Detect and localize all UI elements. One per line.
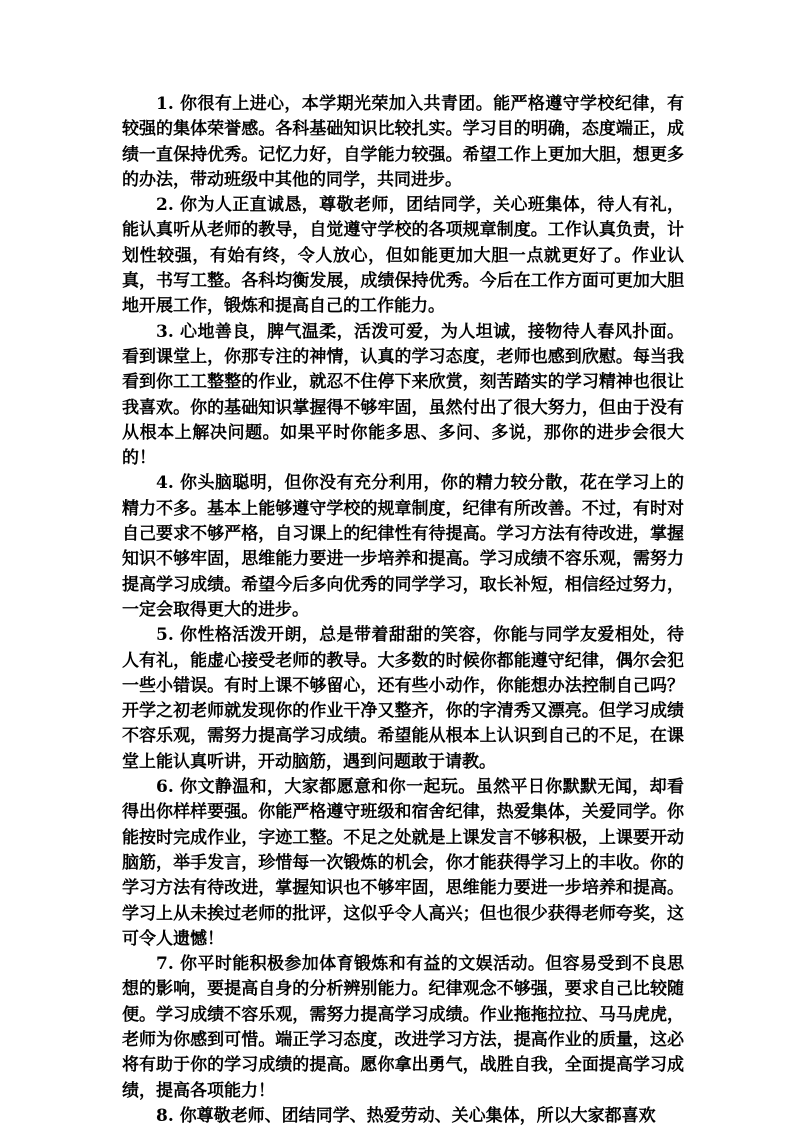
comment-paragraph-5: 5. 你性格活泼开朗，总是带着甜甜的笑容，你能与同学友爱相处，待人有礼，能虚心接受老师的教导。大多数的时候你都能遵守纪律，偶尔会犯一些小错误。有时上课不够留心，还有些小动作，你能想办法控制自己吗？开学之初老师就发现你的作业干净又整齐，你的字清秀又漂亮。但学习成绩不容乐观，需努力提高学习成绩。希望能从根本上认识到自己的不足，在课堂上能认真听讲，开动脑筋，遇到问题敢于请教。 xyxy=(122,625,684,772)
comment-paragraph-7: 7. 你平时能积极参加体育锻炼和有益的文娱活动。但容易受到不良思想的影响，要提高自身的分析辨别能力。纪律观念不够强，要求自己比较随便。学习成绩不容乐观，需努力提高学习成绩。作业拖拖拉拉、马马虎虎，老师为你感到可惜。端正学习态度，改进学习方法，提高作业的质量，这必将有助于你的学习成绩的提高。愿你拿出勇气，战胜自我，全面提高学习成绩，提高各项能力！ xyxy=(122,954,684,1101)
comment-paragraph-1: 1. 你很有上进心，本学期光荣加入共青团。能严格遵守学校纪律，有较强的集体荣誉感。各科基础知识比较扎实。学习目的明确，态度端正，成绩一直保持优秀。记忆力好，自学能力较强。希望工作上更加大胆，想更多的办法，带动班级中其他的同学，共同进步。 xyxy=(122,94,684,190)
comment-paragraph-3: 3. 心地善良，脾气温柔，活泼可爱，为人坦诚，接物待人春风扑面。看到课堂上，你那专注的神情，认真的学习态度，老师也感到欣慰。每当我看到你工工整整的作业，就忍不住停下来欣赏，刻苦踏实的学习精神也很让我喜欢。你的基础知识掌握得不够牢固，虽然付出了很大努力，但由于没有从根本上解决问题。如果平时你能多思、多问、多说，那你的进步会很大的！ xyxy=(122,321,684,469)
comment-paragraph-4: 4. 你头脑聪明，但你没有充分利用，你的精力较分散，花在学习上的精力不多。基本上能够遵守学校的规章制度，纪律有所改善。不过，有时对自己要求不够严格，自习课上的纪律性有待提高。学习方法有待改进，掌握知识不够牢固，思维能力要进一步培养和提高。学习成绩不容乐观，需努力提高学习成绩。希望今后多向优秀的同学学习，取长补短，相信经过努力，一定会取得更大的进步。 xyxy=(122,473,684,620)
comment-paragraph-8: 8. 你尊敬老师、团结同学、热爱劳动、关心集体，所以大家都喜欢 xyxy=(156,1105,656,1126)
document-page xyxy=(122,92,684,1129)
comment-paragraph-2: 2. 你为人正直诚恳，尊敬老师，团结同学，关心班集体，待人有礼，能认真听从老师的教导，自觉遵守学校的各项规章制度。工作认真负责，计划性较强，有始有终，令人放心，但如能更加大胆一点就更好了。作业认真，书写工整。各科均衡发展，成绩保持优秀。今后在工作方面可更加大胆地开展工作，锻炼和提高自己的工作能力。 xyxy=(122,195,684,317)
comment-paragraph-6: 6. 你文静温和，大家都愿意和你一起玩。虽然平日你默默无闻，却看得出你样样要强。你能严格遵守班级和宿舍纪律，热爱集体，关爱同学。你能按时完成作业，字迹工整。不足之处就是上课发言不够积极，上课要开动脑筋，举手发言，珍惜每一次锻炼的机会，你才能获得学习上的丰收。你的学习方法有待改进，掌握知识也不够牢固，思维能力要进一步培养和提高。学习上从未挨过老师的批评，这似乎令人高兴；但也很少获得老师夸奖，这可令人遗憾！ xyxy=(122,777,684,949)
